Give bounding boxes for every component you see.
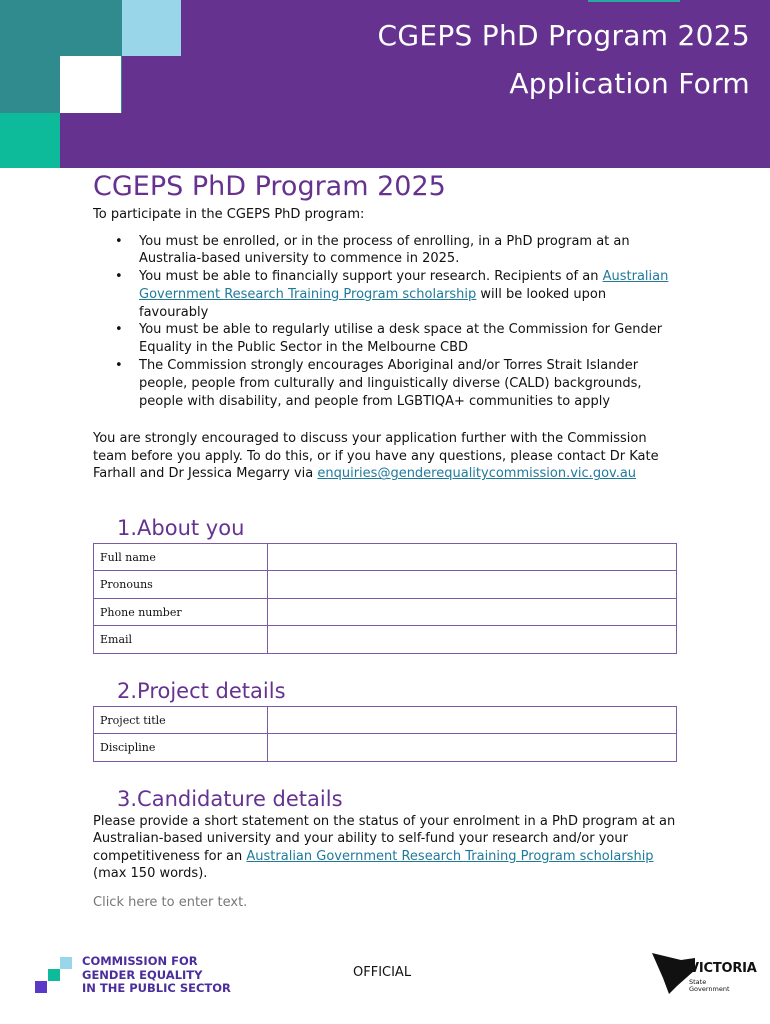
logo-square-light-blue <box>60 957 72 969</box>
requirement-text: will be looked upon favourably <box>139 286 607 320</box>
discipline-field[interactable] <box>268 734 677 762</box>
logo-line: GENDER EQUALITY <box>82 967 203 982</box>
decor-tile-green <box>0 113 60 168</box>
field-label: Project title <box>94 706 268 734</box>
decor-tile-light-blue <box>122 0 181 56</box>
table-row <box>94 598 677 626</box>
header-banner <box>0 0 770 168</box>
requirement-text: You must be enrolled, or in the process of enrolling, in a PhD program at an Australia-based university to commence in 2025. <box>139 233 630 267</box>
requirements-list <box>93 233 677 411</box>
banner-title-line1: CGEPS PhD Program 2025 <box>377 19 750 52</box>
list-item <box>93 233 677 269</box>
commission-logo <box>35 954 265 997</box>
email-field[interactable] <box>268 626 677 654</box>
victoria-subtitle <box>689 979 730 993</box>
banner-title-line2: Application Form <box>509 67 750 100</box>
project-details-table <box>93 706 677 762</box>
victoria-government-logo <box>651 948 757 998</box>
contact-text: You are strongly encouraged to discuss your application further with the Commission team before you apply. To do this, or if you have any questions, please contact Dr Kate Farhall and Dr Jessica Megarry via <box>93 431 659 482</box>
list-item <box>93 268 677 321</box>
logo-square-green <box>48 969 60 981</box>
contact-paragraph <box>93 430 677 483</box>
victoria-sub-line: Government <box>689 985 730 993</box>
phone-number-field[interactable] <box>268 598 677 626</box>
full-name-field[interactable] <box>268 543 677 571</box>
rtp-scholarship-link[interactable]: Australian Government Research Training Program scholarship <box>139 269 669 302</box>
field-label: Phone number <box>94 598 268 626</box>
table-row <box>94 543 677 571</box>
victoria-sub-line: State <box>689 978 707 986</box>
logo-line: IN THE PUBLIC SECTOR <box>82 981 231 995</box>
decor-top-line <box>588 0 680 2</box>
list-item <box>93 357 677 410</box>
table-row <box>94 626 677 654</box>
logo-line: COMMISSION FOR <box>82 954 198 968</box>
table-row <box>94 571 677 599</box>
candidature-text: Please provide a short statement on the status of your enrolment in a PhD program at an Australian-based university and your ability to self-fund your research and/or your competitiveness for an <box>93 813 676 864</box>
page-title: CGEPS PhD Program 2025 <box>93 171 446 202</box>
table-row <box>94 734 677 762</box>
victoria-wordmark: VICTORIA <box>689 961 757 976</box>
document-body <box>93 170 677 910</box>
contact-email-link[interactable]: enquiries@genderequalitycommission.vic.gov.au <box>317 466 637 482</box>
field-label: Discipline <box>94 734 268 762</box>
requirement-text: You must be able to regularly utilise a desk space at the Commission for Gender Equality in the Public Sector in the Melbourne CBD <box>139 322 663 356</box>
section-heading-candidature: 3.Candidature details <box>117 786 343 811</box>
project-title-field[interactable] <box>268 706 677 734</box>
table-row <box>94 706 677 734</box>
section-heading-project: 2.Project details <box>117 678 286 703</box>
field-label: Email <box>94 626 268 654</box>
rtp-scholarship-link-2[interactable]: Australian Government Research Training Program scholarship <box>246 848 654 864</box>
about-you-table <box>93 543 677 654</box>
field-label: Pronouns <box>94 571 268 599</box>
intro-text: To participate in the CGEPS PhD program: <box>93 207 365 222</box>
requirement-text: The Commission strongly encourages Aboriginal and/or Torres Strait Islander people, people from culturally and linguistically diverse (CALD) backgrounds, people with disability, and people from LGBTIQA+ communities to apply <box>139 358 642 409</box>
candidature-text-field[interactable]: Click here to enter text. <box>93 894 248 910</box>
candidature-text-end: (max 150 words). <box>93 866 208 882</box>
classification-label: OFFICIAL <box>353 965 412 980</box>
field-label: Full name <box>94 543 268 571</box>
list-item <box>93 321 677 357</box>
pronouns-field[interactable] <box>268 571 677 599</box>
commission-logo-text <box>82 955 231 996</box>
section-heading-about: 1.About you <box>117 515 245 540</box>
logo-square-purple <box>35 981 47 993</box>
candidature-instructions <box>93 813 677 883</box>
decor-tile-white <box>60 56 121 113</box>
requirement-text: You must be able to financially support your research. Recipients of an <box>139 269 603 285</box>
